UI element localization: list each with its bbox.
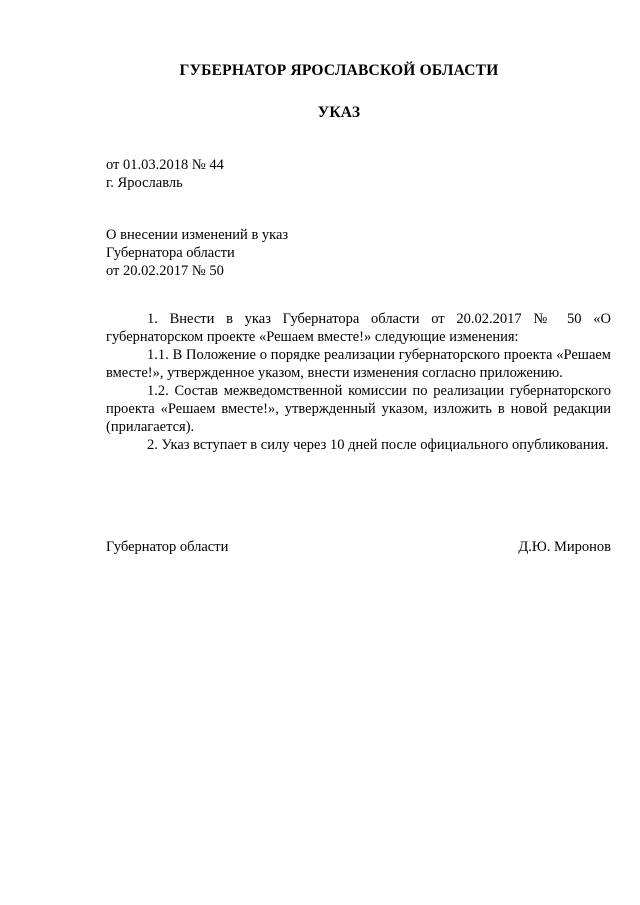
subject-line-2: Губернатора области xyxy=(106,245,235,261)
signatory-position: Губернатор области xyxy=(106,539,229,555)
clause-1: 1. Внести в указ Губернатора области от 20.02.2017 № 50 «О губернаторском проекте «Решаем вместе!» следующие изменения: xyxy=(106,311,611,345)
issuing-authority: ГУБЕРНАТОР ЯРОСЛАВСКОЙ ОБЛАСТИ xyxy=(179,62,499,79)
subject-line-1: О внесении изменений в указ xyxy=(106,227,289,243)
subject-line-3: от 20.02.2017 № 50 xyxy=(106,263,224,279)
decree-body xyxy=(106,310,611,454)
document-date-number: от 01.03.2018 № 44 xyxy=(106,157,224,173)
document-type: УКАЗ xyxy=(317,104,361,121)
signature-block xyxy=(106,538,611,556)
clause-1-1: 1.1. В Положение о порядке реализации губернаторского проекта «Решаем вместе!», утвержденное указом, внести изменения согласно приложению. xyxy=(106,347,611,381)
clause-2: 2. Указ вступает в силу через 10 дней после официального опубликования. xyxy=(147,437,609,453)
document-city: г. Ярославль xyxy=(106,175,183,191)
clause-1-2: 1.2. Состав межведомственной комиссии по реализации губернаторского проекта «Решаем вместе!», утвержденный указом, изложить в новой редакции (прилагается). xyxy=(106,383,611,435)
signatory-name: Д.Ю. Миронов xyxy=(518,539,611,555)
